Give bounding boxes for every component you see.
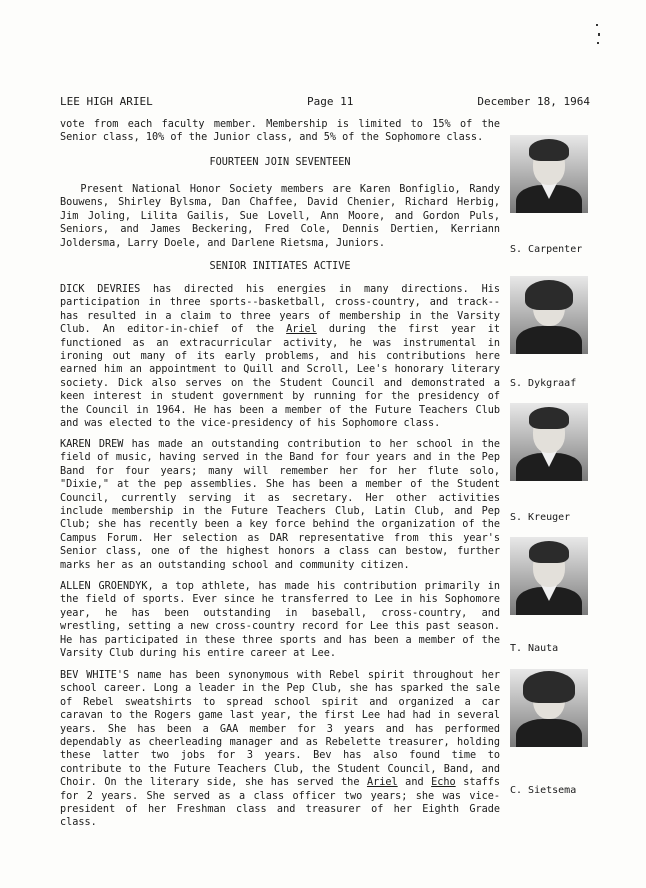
echo-title: Echo [431, 777, 456, 789]
scan-speck [598, 33, 600, 36]
groendyk-paragraph [60, 580, 500, 660]
issue-date: December 18, 1964 [477, 95, 590, 108]
portrait-photo [510, 537, 588, 615]
page-header [60, 95, 590, 111]
honor-society-paragraph [60, 183, 500, 250]
drew-paragraph [60, 438, 500, 572]
devries-paragraph [60, 283, 500, 430]
page-number: Page 11 [307, 95, 354, 108]
honor-society-text: Present National Honor Society members are Karen Bonfiglio, Randy Bouwens, Shirley Bylsma, Dan Chaffee, David Chenier, Richard Herbig, Jim Joling, Lilita Gailis, Sue Lovell, Ann Moore, and Gordon Puls, Seniors, and James Beckering, Fred Cole, Dennis Dertien, Kerriann Joldersma, Larry Doele, and Darlene Rietsma, Juniors. [60, 184, 500, 249]
scan-speck [596, 24, 598, 26]
photo-caption: S. Dykgraaf [510, 378, 577, 389]
groendyk-text: ALLEN GROENDYK, a top athlete, has made his contribution primarily in the field of sports. Ever since he transferred to Lee in his Sophomore year, he has been outstanding in baseball, cross-country, and wrestling, setting a new cross-country record for Lee this past season. He has participated in these three sports and has been a member of the Varsity Club during his entire career at Lee. [60, 581, 500, 660]
section-title: FOURTEEN JOIN SEVENTEEN [209, 157, 351, 168]
portrait-photo [510, 135, 588, 213]
scan-speck [597, 42, 599, 44]
devries-text: DICK DEVRIES has directed his energies in many directions. His participation in three sports--basketball, cross-country, and track--has resulted in a claim to three years of membership in the Varsity Club. An editor-in-chief of the Ariel during the first year it functioned as an extracurricular activity, he was instrumental in ironing out many of its early problems, and his contributions here earned him an appointment to Quill and Scroll, Lee's honorary literary society. Dick also serves on the Student Council and demonstrated a keen interest in student government by running for the presidency of the Council in 1964. He has been a member of the Future Teachers Club and was elected to the vice-presidency of his Sophomore class. [60, 284, 500, 430]
section-title: SENIOR INITIATES ACTIVE [209, 261, 351, 272]
intro-text: vote from each faculty member. Membership is limited to 15% of the Senior class, 10% of the Junior class, and 5% of the Sophomore class. [60, 119, 500, 144]
white-text: BEV WHITE'S name has been synonymous with Rebel spirit throughout her school career. Long a leader in the Pep Club, she has sparked the sale of Rebel sweatshirts to spread school spirit and organized a car caravan to the Rogers game last year, the first Lee had had in several years. She has been a GAA member for 3 years and has performed dependably as cheerleading manager and as Rebelette treasurer, holding these latter two jobs for 3 years. Bev has also found time to contribute to the Future Teachers Club, the Student Council, Band, and Choir. On the literary side, she has served the Ariel and Echo staffs for 2 years. She served as a class officer two years; she was vice-president of her Freshman class and treasurer of her Eighth Grade class. [60, 670, 501, 829]
paper-name: LEE HIGH ARIEL [60, 95, 153, 108]
photo-caption: S. Carpenter [510, 244, 583, 255]
ariel-title: Ariel [366, 777, 398, 789]
ariel-title: Ariel [286, 324, 317, 336]
portrait-photo [510, 403, 588, 481]
portrait-photo [510, 276, 588, 354]
drew-text: KAREN DREW has made an outstanding contribution to her school in the field of music, having served in the Band for four years and in the Pep Band for four years; many will remember her for her flute solo, "Dixie," at the pep assemblies. She has been a member of the Student Council, currently serving it as secretary. Her other activities include membership in the Future Teachers Club, Latin Club, and Pep Club; she has recently been a key force behind the organization of the Campus Forum. Her selection as DAR representative from this year's Senior class, one of the highest honors a class can bestow, further marks her as an outstanding school and community citizen. [60, 439, 500, 571]
photo-caption: S. Kreuger [510, 512, 571, 523]
photo-caption: C. Sietsema [510, 785, 577, 796]
white-paragraph [60, 669, 500, 830]
portrait-photo [510, 669, 588, 747]
photo-caption: T. Nauta [510, 643, 559, 654]
intro-paragraph [60, 118, 500, 145]
